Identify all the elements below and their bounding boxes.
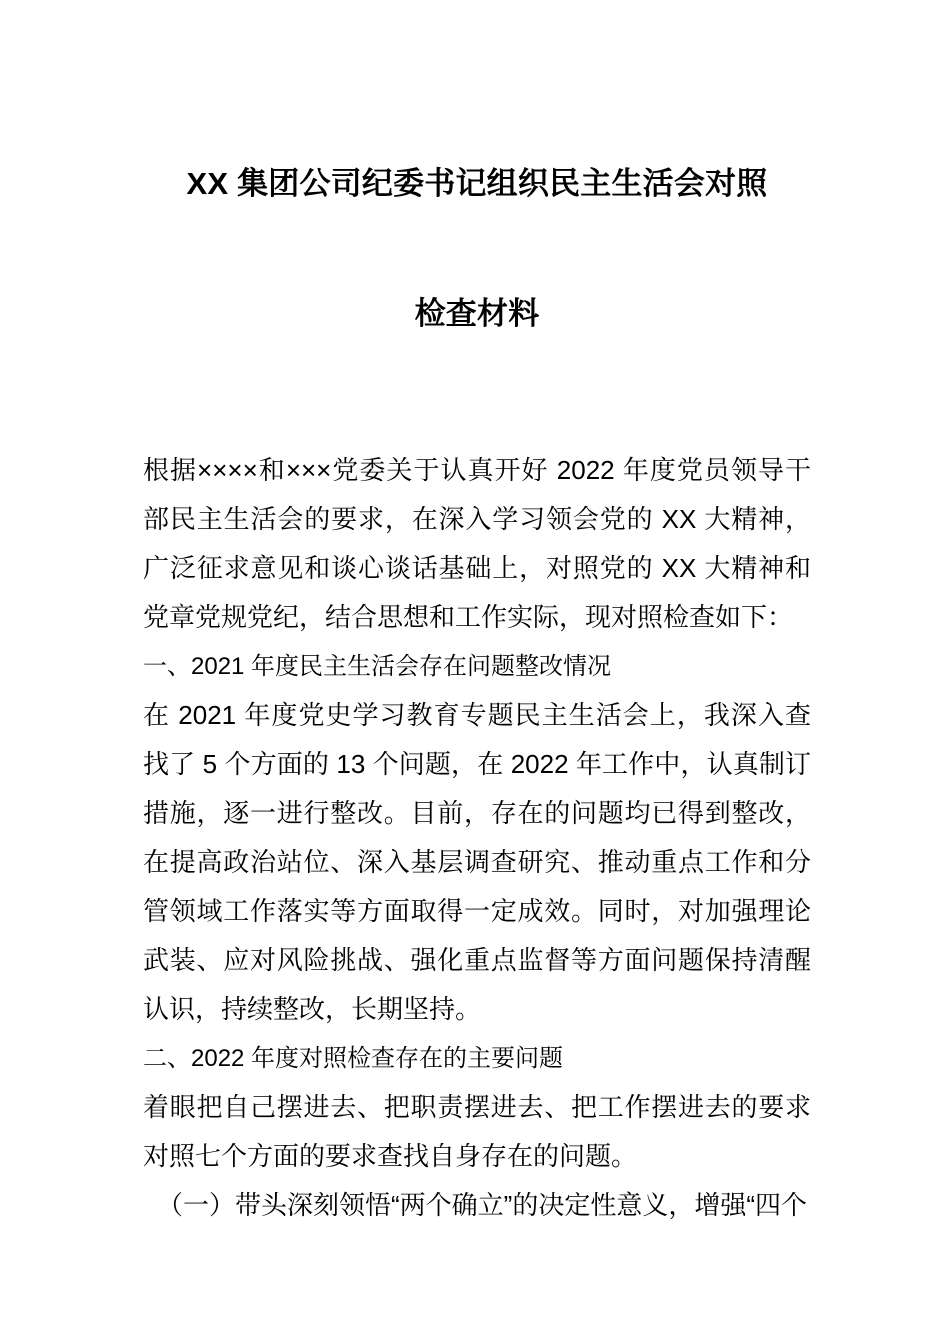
section-one-body: 在 2021 年度党史学习教育专题民主生活会上，我深入查找了 5 个方面的 13 个问题，在 2022 年工作中，认真制订措施，逐一进行整改。目前，存在的问题均已得到整改，在提高政治站位、深入基层调查研究、推动重点工作和分管领域工作落实等方面取得一定成效。同时，对加强理论武装、应对风险挑战、强化重点监督等方面问题保持清醒认识，持续整改，长期坚持。 xyxy=(143,700,811,1024)
document-body xyxy=(143,446,811,1230)
section-heading-one: 一、2021 年度民主生活会存在问题整改情况 xyxy=(143,653,612,680)
section-heading-two: 二、2022 年度对照检查存在的主要问题 xyxy=(143,1045,564,1072)
subsection-one-heading: （一）带头深刻领悟“两个确立”的决定性意义，增强“四个 xyxy=(157,1190,807,1220)
document-title-line-2: 检查材料 xyxy=(414,296,540,331)
document-title-line-1: XX 集团公司纪委书记组织民主生活会对照 xyxy=(186,166,768,201)
page-content xyxy=(143,0,811,1230)
document-title xyxy=(143,0,811,350)
section-two-body: 着眼把自己摆进去、把职责摆进去、把工作摆进去的要求对照七个方面的要求查找自身存在的问题。 xyxy=(143,1092,811,1171)
intro-paragraph: 根据××××和×××党委关于认真开好 2022 年度党员领导干部民主生活会的要求，在深入学习领会党的 XX 大精神，广泛征求意见和谈心谈话基础上，对照党的 XX 大精神和党章党规党纪，结合思想和工作实际，现对照检查如下： xyxy=(143,455,811,632)
